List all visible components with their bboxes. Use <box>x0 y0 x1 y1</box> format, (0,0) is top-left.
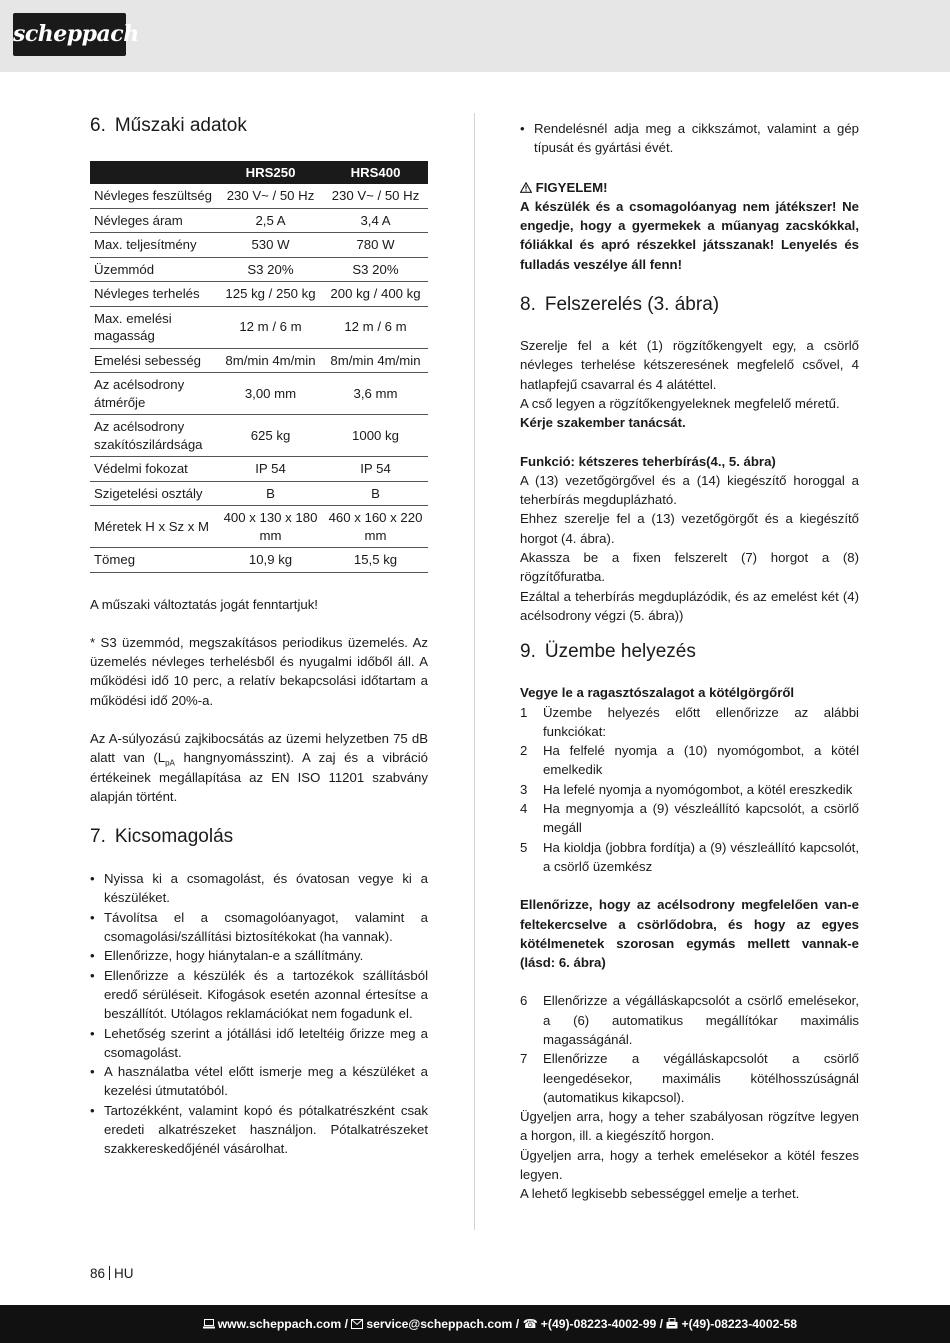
spec-value-hrs250: 530 W <box>218 233 323 258</box>
computer-icon <box>203 1305 215 1343</box>
mail-icon <box>351 1305 363 1343</box>
section-7-heading <box>90 824 428 850</box>
footer-phone[interactable]: +(49)-08223-4002-99 <box>540 1317 657 1331</box>
warning-title <box>520 178 859 197</box>
spec-value-hrs400: 1000 kg <box>323 415 428 457</box>
final-paragraph-3: A lehető legkisebb sebességgel emelje a terhet. <box>520 1186 800 1202</box>
step-item <box>520 799 859 838</box>
spec-label: Tömeg <box>90 548 218 573</box>
footer-fax[interactable]: +(49)-08223-4002-58 <box>681 1317 797 1331</box>
table-row <box>90 257 428 282</box>
table-row <box>90 481 428 506</box>
section-number: 9. <box>520 641 536 663</box>
spec-value-hrs250: IP 54 <box>218 457 323 482</box>
step-number: 6 <box>520 993 528 1009</box>
spec-label: Névleges áram <box>90 208 218 233</box>
spec-value-hrs400: 3,4 A <box>323 208 428 233</box>
list-item: • Távolítsa el a csomagolóanyagot, valamint a csomagolási/szállítási biztosítékokat (ha vannak). <box>90 908 428 947</box>
page-number <box>90 1264 134 1283</box>
spec-value-hrs250: 2,5 A <box>218 208 323 233</box>
section-number: 8. <box>520 294 536 316</box>
table-row <box>90 208 428 233</box>
function-title: Funkció: kétszeres teherbírás(4., 5. ábra) <box>520 453 776 469</box>
s3-mode-note: * S3 üzemmód, megszakításos periodikus üzemelés. Az üzemelés névleges terhelésből és nyugalmi időből áll. A működési idő 10 perc, a relatív bekapcsolási időtartam a működési idő 20%-a. <box>90 634 428 708</box>
list-item: • Ellenőrizze a készülék és a tartozékok szállításból eredő sérüléseit. Kifogások esetén azonnal értesítse a beszállítót. Utólagos reklamációkat nem fogadunk el. <box>90 966 428 1024</box>
table-row <box>90 233 428 258</box>
spec-label: Az acélsodrony átmérője <box>90 373 218 415</box>
final-paragraph-1: Ügyeljen arra, hogy a teher szabályosan rögzítve legyen a horgon, ill. a kiegészítő horgon. <box>520 1109 859 1144</box>
table-row <box>90 348 428 373</box>
phone-icon: ☎ <box>522 1317 538 1331</box>
section-title: Üzembe helyezés <box>544 641 696 663</box>
spec-label: Max. teljesítmény <box>90 233 218 258</box>
footer-bar <box>0 1305 950 1343</box>
warning-text: A készülék és a csomagolóanyag nem játékszer! Ne engedje, hogy a gyermekek a műanyag zacskókkal, fóliákkal és apró részekkel játsszanak! Lenyelés és fulladás veszélye áll fenn! <box>520 198 859 272</box>
table-row <box>90 282 428 307</box>
step-number: 1 <box>520 704 528 720</box>
step-number: 7 <box>520 1051 528 1067</box>
table-row <box>90 184 428 208</box>
spec-header-empty <box>90 161 218 184</box>
spec-value-hrs250: B <box>218 481 323 506</box>
function-paragraph-3: Akassza be a fixen felszerelt (7) horgot a (8) rögzítőfuratba. <box>520 550 859 585</box>
warning-icon <box>520 180 532 195</box>
step-item <box>520 703 859 742</box>
limit-switch-steps-list <box>520 991 859 1107</box>
table-row <box>90 373 428 415</box>
function-paragraph-4: Ezáltal a teherbírás megduplázódik, és az emelést két (4) acélsodrony végzi (5. ábra)) <box>520 588 859 623</box>
spec-label: Védelmi fokozat <box>90 457 218 482</box>
footer-email[interactable]: service@scheppach.com <box>366 1317 513 1331</box>
list-item: • Lehetőség szerint a jótállási idő leteltéig őrizze meg a csomagolást. <box>90 1024 428 1063</box>
spec-value-hrs250: S3 20% <box>218 257 323 282</box>
spec-value-hrs250: 230 V~ / 50 Hz <box>218 184 323 208</box>
spec-value-hrs250: 8m/min 4m/min <box>218 348 323 373</box>
step-text: Ellenőrizze a végálláskapcsolót a csörlő emelésekor, a (6) automatikus megállítókar maximális magasságánál. <box>543 993 859 1047</box>
spec-value-hrs400: 200 kg / 400 kg <box>323 282 428 307</box>
unpacking-list <box>90 869 428 1158</box>
brand-logo <box>13 13 139 56</box>
spec-label: Névleges feszültség <box>90 184 218 208</box>
spec-value-hrs400: 12 m / 6 m <box>323 306 428 348</box>
function-paragraph-2: Ehhez szerelje fel a (13) vezetőgörgőt és a kiegészítő horgot (4. ábra). <box>520 511 859 546</box>
spec-value-hrs250: 625 kg <box>218 415 323 457</box>
mount-paragraph-3: Kérje szakember tanácsát. <box>520 415 686 431</box>
table-row <box>90 506 428 548</box>
section-number: 7. <box>90 826 106 848</box>
header-bar <box>0 0 950 72</box>
rope-check-note: Ellenőrizze, hogy az acélsodrony megfelelően van-e feltekercselve a csörlődobra, és hogy az egyes kötélmenetek szorosan egymás mellett vannak-e (lásd: 6. ábra) <box>520 897 859 971</box>
order-note-list <box>520 119 859 158</box>
step-text: Ha megnyomja a (9) vészleállító kapcsolót, a csörlő megáll <box>543 801 859 836</box>
list-item: • A használatba vétel előtt ismerje meg a készüléket a kezelési útmutatóból. <box>90 1062 428 1101</box>
noise-subscript: pA <box>165 758 175 768</box>
column-divider <box>474 113 475 1230</box>
step-number: 2 <box>520 743 528 759</box>
list-item: • Tartozékként, valamint kopó és pótalkatrészként csak eredeti alkatrészeket használjon. Pótalkatrészeket szakkereskedőjénél vásárolhat. <box>90 1101 428 1159</box>
spec-value-hrs400: B <box>323 481 428 506</box>
spec-header-hrs400: HRS400 <box>323 161 428 184</box>
table-row <box>90 306 428 348</box>
step-item <box>520 780 859 799</box>
function-paragraph-1: A (13) vezetőgörgővel és a (14) kiegészítő horoggal a teherbírás megduplázható. <box>520 472 859 508</box>
list-item: • Nyissa ki a csomagolást, és óvatosan vegye ki a készüléket. <box>90 869 428 908</box>
step-number: 5 <box>520 839 528 855</box>
footer-separator: / <box>512 1317 523 1331</box>
section-title: Felszerelés (3. ábra) <box>544 294 720 316</box>
spec-value-hrs400: 15,5 kg <box>323 548 428 573</box>
spec-value-hrs400: S3 20% <box>323 257 428 282</box>
spec-value-hrs250: 400 x 130 x 180 mm <box>218 506 323 548</box>
spec-label: Üzemmód <box>90 257 218 282</box>
warning-title-text: FIGYELEM! <box>535 179 608 195</box>
table-row <box>90 548 428 573</box>
section-number: 6. <box>90 115 106 136</box>
final-paragraph-2: Ügyeljen arra, hogy a terhek emelésekor a kötél feszes legyen. <box>520 1147 859 1183</box>
tape-title: Vegye le a ragasztószalagot a kötélgörgőről <box>520 685 795 701</box>
spec-value-hrs250: 12 m / 6 m <box>218 306 323 348</box>
spec-table-body <box>90 184 428 572</box>
table-row <box>90 415 428 457</box>
spec-value-hrs250: 3,00 mm <box>218 373 323 415</box>
spec-label: Szigetelési osztály <box>90 481 218 506</box>
technical-changes-note: A műszaki változtatás jogát fenntartjuk! <box>90 596 318 612</box>
spec-header-hrs250: HRS250 <box>218 161 323 184</box>
spec-label: Max. emelési magasság <box>90 306 218 348</box>
noise-text-1: Az A-súlyozású zajkibocsátás az üzemi helyzetben 75 dB alatt van (L <box>90 730 428 766</box>
list-item: • Ellenőrizze, hogy hiánytalan-e a szállítmány. <box>90 946 428 965</box>
left-column <box>90 113 428 1159</box>
section-title: Kicsomagolás <box>114 826 234 848</box>
noise-note <box>90 729 428 806</box>
spec-value-hrs400: 8m/min 4m/min <box>323 348 428 373</box>
spec-table <box>90 161 428 573</box>
step-item <box>520 991 859 1049</box>
spec-label: Névleges terhelés <box>90 282 218 307</box>
footer-separator: / <box>656 1317 667 1331</box>
step-number: 3 <box>520 781 528 797</box>
spec-value-hrs400: 3,6 mm <box>323 373 428 415</box>
footer-website[interactable]: www.scheppach.com <box>217 1317 342 1331</box>
step-text: Ellenőrizze a végálláskapcsolót a csörlő leengedésekor, maximális kötélhosszúságnál (automatikus kikapcsol). <box>543 1051 859 1105</box>
fax-icon <box>666 1305 678 1343</box>
spec-value-hrs400: 780 W <box>323 233 428 258</box>
spec-value-hrs400: IP 54 <box>323 457 428 482</box>
step-text: Ha lefelé nyomja a nyomógombot, a kötél ereszkedik <box>543 781 853 797</box>
startup-steps-list <box>520 703 859 877</box>
section-9-heading <box>520 639 859 665</box>
mount-paragraph-2: A cső legyen a rögzítőkengyeleknek megfelelő méretű. <box>520 395 840 411</box>
step-number: 4 <box>520 801 528 817</box>
brand-logo-text: scheppach <box>13 21 139 47</box>
step-item <box>520 1049 859 1107</box>
spec-label: Méretek H x Sz x M <box>90 506 218 548</box>
section-title: Műszaki adatok <box>114 115 247 136</box>
footer-separator: / <box>341 1317 352 1331</box>
section-6-heading <box>90 113 428 139</box>
spec-value-hrs250: 125 kg / 250 kg <box>218 282 323 307</box>
table-row <box>90 457 428 482</box>
step-item <box>520 838 859 877</box>
step-item <box>520 741 859 780</box>
spec-value-hrs400: 230 V~ / 50 Hz <box>323 184 428 208</box>
section-8-heading <box>520 292 859 318</box>
spec-value-hrs400: 460 x 160 x 220 mm <box>323 506 428 548</box>
step-text: Ha kioldja (jobbra fordítja) a (9) vészleállító kapcsolót, a csörlő üzemkész <box>543 839 859 874</box>
page-number-value: 86 <box>90 1266 106 1281</box>
mount-paragraph-1: Szerelje fel a két (1) rögzítőkengyelt egy, a csörlő névleges terhelése kétszeresének megfelelő csővel, 4 hatlapfejű csavarral és 4 alátéttel. <box>520 338 859 392</box>
page-language: HU <box>114 1266 134 1281</box>
right-column <box>520 119 859 1204</box>
spec-table-header <box>90 161 428 184</box>
step-text: Ha felfelé nyomja a (10) nyomógombot, a kötél emelkedik <box>543 743 859 778</box>
list-item: • Rendelésnél adja meg a cikkszámot, valamint a gép típusát és gyártási évét. <box>520 119 859 158</box>
spec-value-hrs250: 10,9 kg <box>218 548 323 573</box>
noise-text-2: hangnyomásszint). A zaj és a vibráció értékeinek megállapítása az EN ISO 11201 szabvány alapján történt. <box>90 750 428 804</box>
spec-label: Emelési sebesség <box>90 348 218 373</box>
page-separator <box>109 1266 110 1280</box>
step-text: Üzembe helyezés előtt ellenőrizze az alábbi funkciókat: <box>543 704 859 739</box>
spec-label: Az acélsodrony szakítószilárdsága <box>90 415 218 457</box>
